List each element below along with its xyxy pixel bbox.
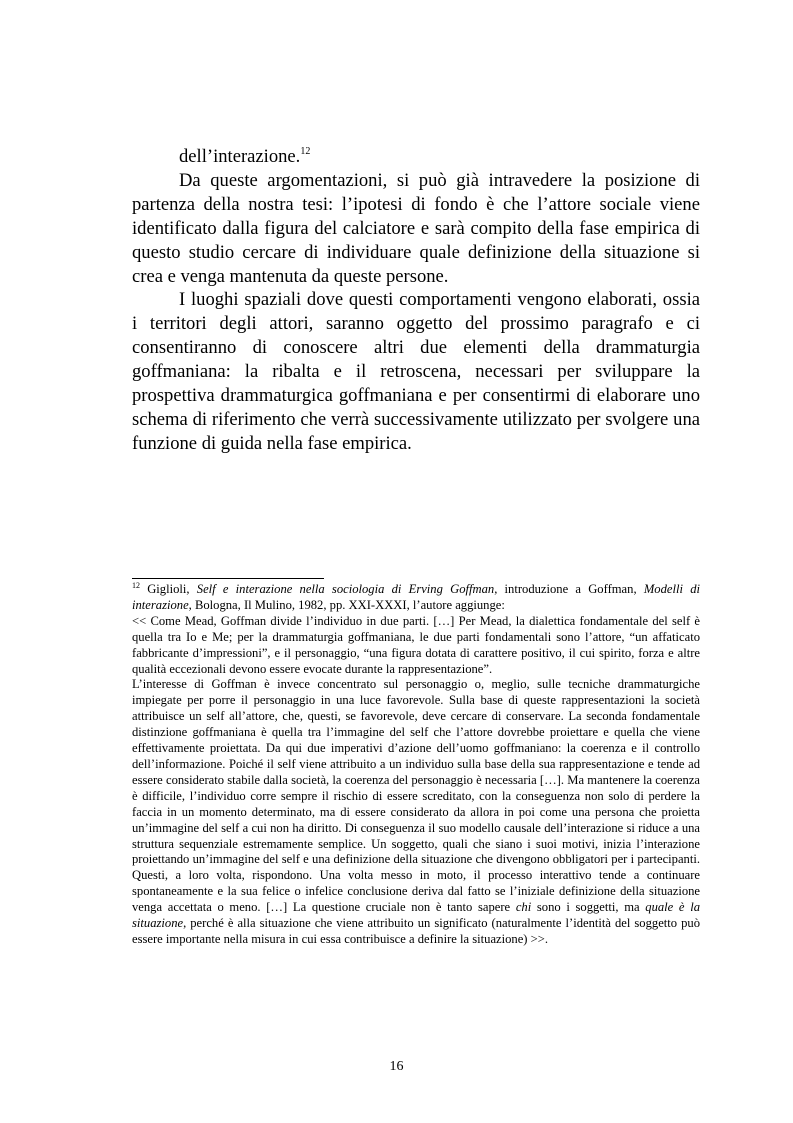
quote-2-emphasis-situazione: quale è la situazione — [132, 900, 700, 931]
citation-title-1: Self e interazione nella sociologia di Erving Goffman — [196, 582, 495, 596]
footnote-citation — [132, 582, 700, 614]
quote-2-emphasis-chi: chi — [515, 900, 532, 915]
footnote-separator — [132, 578, 324, 579]
paragraph-argomentazioni: Da queste argomentazioni, si può già intravedere la posizione di partenza della nostra tesi: l’ipotesi di fondo è che l’attore sociale viene identificato dalla figura del calciatore e sarà compito della fase empirica di questo studio cercare di individuare quale definizione della situazione si crea e venga mantenuta da queste persone. — [132, 169, 700, 287]
citation-tail: , Bologna, Il Mulino, 1982, pp. XXI-XXXI, l’autore aggiunge: — [188, 597, 505, 612]
citation-author: Giglioli, — [140, 582, 197, 596]
citation-title-2: Modelli di interazione — [132, 582, 700, 612]
footnote-12 — [132, 582, 700, 948]
quote-2-part-2: sono i soggetti, ma — [531, 900, 646, 915]
page-number: 16 — [389, 1059, 404, 1074]
citation-mid: , introduzione a Goffman, — [494, 582, 644, 596]
continuation-line — [132, 145, 700, 169]
quote-2-part-1: L’interesse di Goffman è invece concentrato sul personaggio o, meglio, sulle tecniche drammaturgiche impiegate per porre il personaggio in una luce favorevole. Sulla base di queste rappresentazioni la società attribuisce un self all’attore, che, questi, se favorevole, deve cercare di conservare. La seconda fondamentale distinzione goffmaniana è quella tra l’immagine del self che l’attore dovrebbe proiettare e quella che viene effettivamente proiettata. Da qui due imperativi d’azione dell’uomo goffmaniano: la coerenza e il controllo dell’informazione. Poiché il self viene attribuito a un individuo sulla base della sua rappresentazione e tende ad essere considerato stabile dalla società, la coerenza del personaggio è necessaria […]. Ma mantenere la coerenza è difficile, l’individuo corre sempre il rischio di essere screditato, con la conseguenza non solo di perdere la faccia in un momento determinato, ma di essere considerato da allora in poi come una persona che proietta un’immagine del self a cui non ha diritto. Di conseguenza il suo modello causale dell’interazione si riduce a una struttura sequenziale estremamente semplice. Un soggetto, quali che siano i suoi motivi, inizia l’interazione proiettando un’immagine del self e una definizione della situazione che divengono obbligatori per i partecipanti. Questi, a loro volta, rispondono. Una volta messo in moto, il processo interattivo tende a continuare spontaneamente e la sua felice o infelice conclusione deriva dal fatto se l’iniziale definizione della situazione venga accettata o meno. […] La questione cruciale non è tanto sapere — [132, 677, 700, 915]
main-text — [132, 145, 700, 456]
footnote-reference[interactable]: 12 — [300, 146, 311, 157]
footnote-quote-1: << Come Mead, Goffman divide l’individuo in due parti. […] Per Mead, la dialettica fondamentale del self è quella tra Io e Me; per la drammaturgia goffmaniana, le due parti fondamentali sono l’attore, “un affaticato fabbricante d’impressioni”, e il personaggio, “una figura dotata di carattere positivo, il cui spirito, forza e altre qualità eccezionali devono essere evocate durante la rappresentazione”. — [132, 613, 700, 676]
footnote-quote-2 — [132, 677, 700, 947]
paragraph-luoghi-spaziali: I luoghi spaziali dove questi comportamenti vengono elaborati, ossia i territori degli attori, saranno oggetto del prossimo paragrafo e ci consentiranno di conoscere altri due elementi della drammaturgia goffmaniana: la ribalta e il retroscena, necessari per sviluppare la prospettiva drammaturgica goffmaniana e per consentirmi di elaborare uno schema di riferimento che verrà successivamente utilizzato per svolgere una funzione di guida nella fase empirica. — [132, 289, 700, 454]
continuation-text: dell’interazione. — [179, 146, 301, 167]
quote-2-part-3: , perché è alla situazione che viene attribuito un significato (naturalmente l’identità del soggetto può essere importante nella misura in cui essa contribuisce a definire la situazione) >>. — [132, 916, 700, 946]
footnote-number: 12 — [132, 581, 140, 590]
